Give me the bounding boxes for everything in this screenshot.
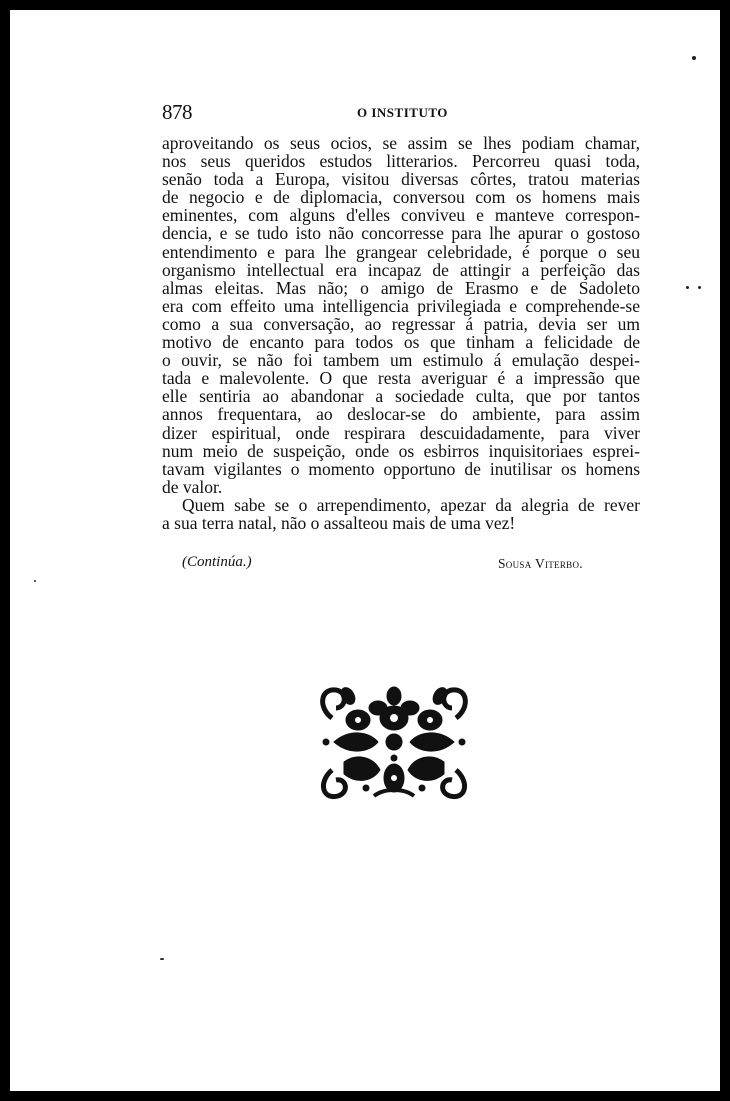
text-line: nos seus queridos estudos litterarios. Percorreu quasi toda,: [162, 151, 640, 172]
continua-note: (Continúa.): [182, 554, 252, 570]
text-line: motivo de encanto para todos os que tinham a felicidade de: [162, 332, 640, 353]
text-line: tavam vigilantes o momento opportuno de inutilisar os homens: [162, 458, 640, 479]
body-text: [162, 134, 640, 532]
paper-speck: [686, 286, 689, 289]
text-line: Quem sabe se o arrependimento, apezar da alegria de rever: [182, 494, 640, 515]
text-line: o ouvir, se não foi tambem um estimulo á emulação despei-: [162, 350, 640, 371]
paper-speck: [698, 286, 701, 289]
paper-speck: [692, 56, 696, 60]
text-line: a sua terra natal, não o assalteou mais de uma vez!: [162, 512, 516, 533]
page-number: 878: [162, 100, 192, 124]
paper-speck: [160, 958, 164, 960]
text-line: entendimento e para lhe grangear celebridade, é porque o seu: [162, 241, 640, 262]
text-line: elle sentiria ao abandonar a sociedade culta, que por tantos: [162, 386, 640, 407]
page-header: [162, 100, 640, 124]
text-line: eminentes, com alguns d'elles conviveu e manteve correspon-: [162, 205, 640, 226]
text-line: senão toda a Europa, visitou diversas côrtes, tratou materias: [162, 169, 640, 190]
text-line: como a sua conversação, ao regressar á patria, devia ser um: [162, 313, 640, 334]
text-line: dencia, e se tudo isto não concorresse para lhe apurar o gostoso: [162, 223, 640, 244]
text-line: tada e malevolente. O que resta averiguar é a impressão que: [162, 368, 640, 389]
floral-ornament-icon: [314, 678, 474, 806]
text-line: organismo intellectual era incapaz de attingir a perfeição das: [162, 259, 640, 280]
text-line: annos frequentara, ao deslocar-se do ambiente, para assim: [162, 404, 640, 425]
text-line: de valor.: [162, 476, 223, 497]
text-line: de negocio e de diplomacia, conversou com os homens mais: [162, 187, 640, 208]
text-line: num meio de suspeição, onde os esbirros inquisitoriaes esprei-: [162, 440, 640, 461]
paper-speck: [34, 580, 36, 582]
text-line: almas eleitas. Mas não; o amigo de Erasmo e de Sadoleto: [162, 277, 640, 298]
text-line: dizer espiritual, onde respirara descuidadamente, para viver: [162, 422, 640, 443]
author-signature: Sousa Viterbo.: [498, 556, 583, 571]
text-line: era com effeito uma intelligencia privilegiada e comprehende-se: [162, 295, 640, 316]
document-page: [10, 10, 720, 1091]
text-line: aproveitando os seus ocios, se assim se lhes podiam chamar,: [162, 133, 640, 153]
running-title: O INSTITUTO: [357, 105, 448, 120]
